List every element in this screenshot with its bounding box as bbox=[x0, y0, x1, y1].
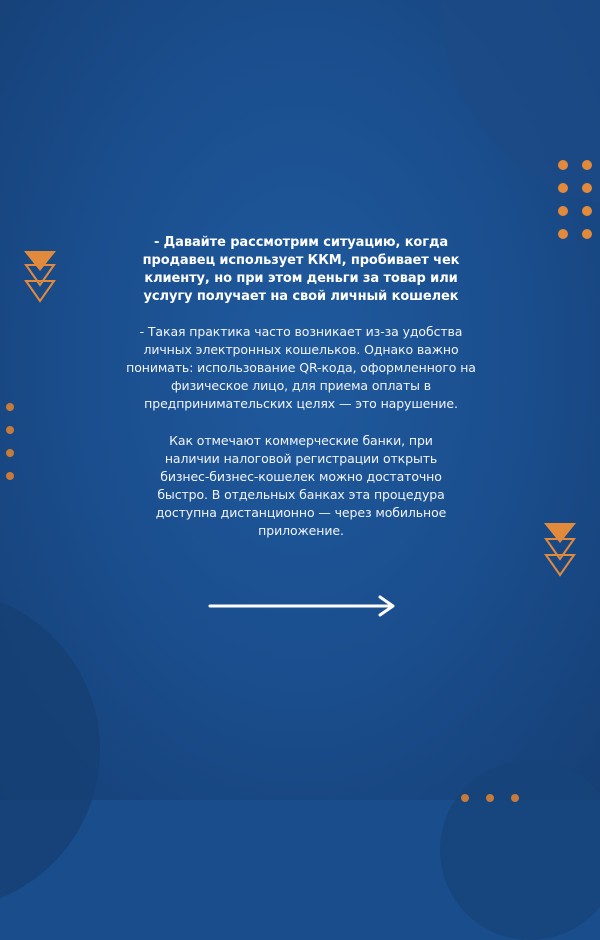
triangle-stack-icon bbox=[22, 249, 58, 309]
decor-circle-bottom-right bbox=[440, 760, 600, 940]
post-heading: - Давайте рассмотрим ситуацию, когда продавец использует ККМ, пробивает чек клиенту, но при этом деньги за товар или услугу получает на свой личный кошелек bbox=[142, 235, 460, 304]
post-content bbox=[126, 234, 476, 540]
post-paragraph-1: - Такая практика часто возникает из-за удобства личных электронных кошельков. Однако важно понимать: использование QR-кода, оформленного на физическое лицо, для приема оплаты в предпринимательских целях — это нарушение. bbox=[126, 324, 476, 411]
post-paragraph-2: Как отмечают коммерческие банки, при наличии налоговой регистрации открыть бизнес-бизнес-кошелек можно достаточно быстро. В отдельных банках эта процедура доступна дистанционно — через мобильное приложение. bbox=[155, 433, 447, 538]
triangle-stack-icon bbox=[542, 521, 578, 583]
arrow-right-icon[interactable] bbox=[208, 593, 398, 619]
